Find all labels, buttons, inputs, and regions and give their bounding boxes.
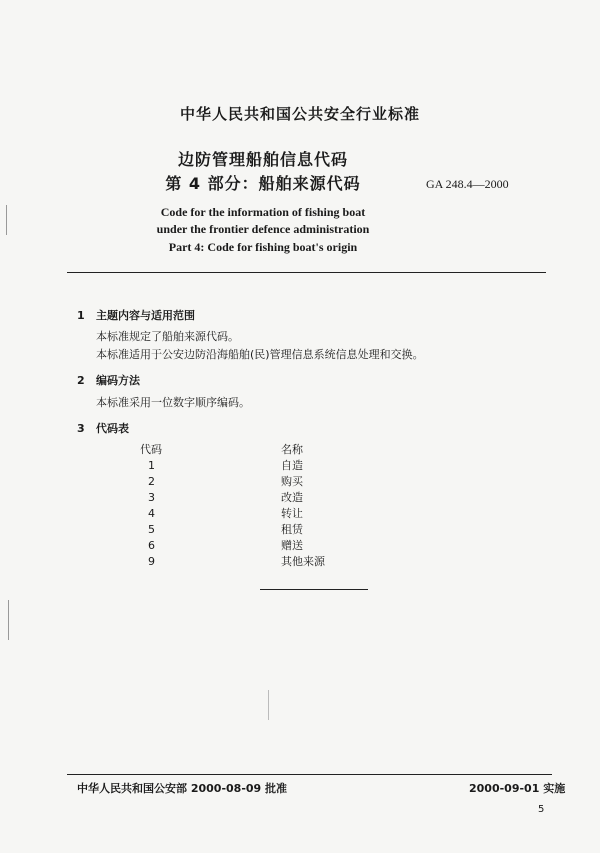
- section-2-paragraph-1: 本标准采用一位数字顺序编码。: [96, 396, 250, 409]
- standard-code: GA 248.4—2000: [426, 177, 509, 191]
- footer-divider: [67, 774, 552, 775]
- table-row-name: 购买: [281, 475, 303, 488]
- table-row-name: 其他来源: [281, 555, 325, 568]
- section-number: 2: [77, 374, 85, 387]
- table-row-code: 3: [148, 491, 155, 504]
- english-title-line2: under the frontier defence administration: [156, 222, 370, 236]
- page-number: 5: [538, 804, 545, 815]
- table-row-code: 6: [148, 539, 155, 552]
- table-row-name: 改造: [281, 491, 303, 504]
- end-of-text-rule: [260, 589, 368, 590]
- document-title-line2: 第 4 部分：船舶来源代码: [165, 174, 361, 193]
- table-row-code: 1: [148, 459, 155, 472]
- table-row-name: 自造: [281, 459, 303, 472]
- english-title-line3: Part 4: Code for fishing boat's origin: [168, 240, 358, 254]
- scan-speck: [6, 205, 7, 235]
- table-row-code: 5: [148, 523, 155, 536]
- scan-speck: [268, 690, 269, 720]
- table-row-code: 9: [148, 555, 155, 568]
- table-row-code: 4: [148, 507, 155, 520]
- implementation-date: 2000-09-01 实施: [469, 782, 566, 795]
- header-divider: [67, 272, 546, 273]
- section-title: 代码表: [96, 422, 129, 435]
- section-title: 主题内容与适用范围: [96, 309, 195, 322]
- document-title-line1: 边防管理船舶信息代码: [177, 150, 348, 169]
- section-number: 3: [77, 422, 85, 435]
- table-header-code: 代码: [140, 443, 162, 456]
- table-row-name: 赠送: [281, 539, 303, 552]
- english-title-line1: Code for the information of fishing boat: [160, 205, 366, 219]
- section-title: 编码方法: [96, 374, 140, 387]
- section-3-heading: [77, 420, 129, 436]
- approval-statement: 中华人民共和国公安部 2000-08-09 批准: [77, 782, 288, 795]
- section-1-paragraph-1: 本标准规定了船舶来源代码。: [96, 330, 239, 343]
- section-number: 1: [77, 309, 85, 322]
- section-1-heading: [77, 307, 195, 323]
- table-row-name: 租赁: [281, 523, 303, 536]
- table-header-name: 名称: [281, 443, 303, 456]
- section-2-heading: [77, 372, 140, 388]
- scan-speck: [8, 600, 9, 640]
- section-1-paragraph-2: 本标准适用于公安边防沿海船舶(民)管理信息系统信息处理和交换。: [96, 348, 424, 361]
- standard-type-heading: 中华人民共和国公共安全行业标准: [179, 105, 420, 123]
- table-row-code: 2: [148, 475, 155, 488]
- table-row-name: 转让: [281, 507, 303, 520]
